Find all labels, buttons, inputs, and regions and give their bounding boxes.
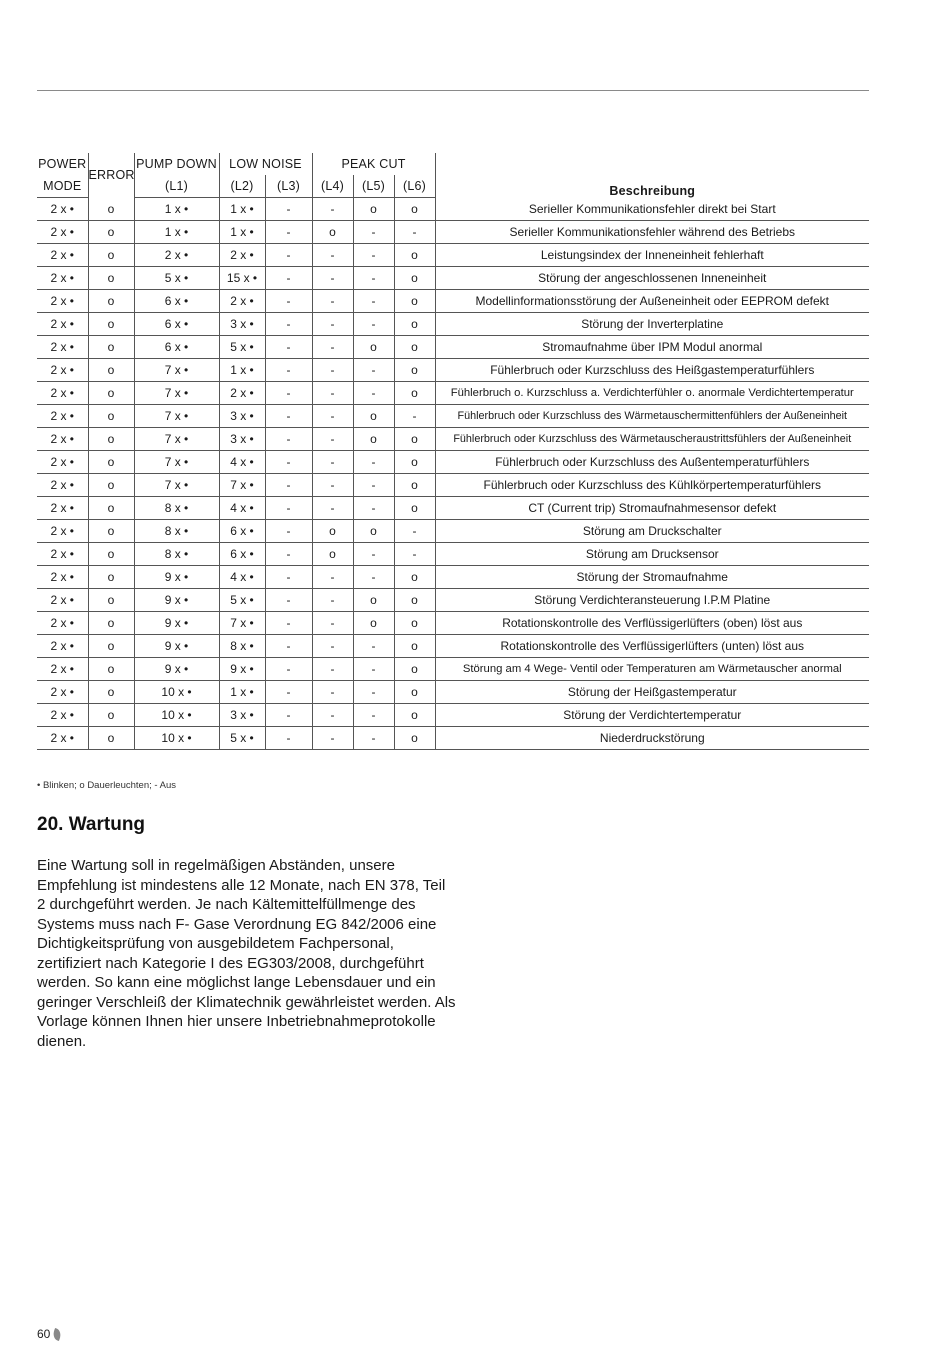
- cell-l2: 6 x •: [219, 520, 265, 543]
- cell-l6: -: [394, 543, 435, 566]
- table-row: [37, 543, 869, 566]
- cell-power: 2 x •: [37, 474, 88, 497]
- cell-error: ο: [88, 267, 134, 290]
- cell-desc: Störung Verdichteransteuerung I.P.M Platine: [435, 589, 869, 612]
- cell-l5: -: [353, 382, 394, 405]
- cell-l2: 5 x •: [219, 336, 265, 359]
- cell-l3: -: [265, 681, 312, 704]
- cell-l5: -: [353, 681, 394, 704]
- cell-l5: ο: [353, 520, 394, 543]
- cell-error: ο: [88, 313, 134, 336]
- header-pump-down: PUMP DOWN: [134, 153, 219, 175]
- cell-desc: Störung der Heißgastemperatur: [435, 681, 869, 704]
- cell-l2: 5 x •: [219, 727, 265, 750]
- cell-l1: 9 x •: [134, 566, 219, 589]
- cell-l1: 7 x •: [134, 405, 219, 428]
- cell-l4: -: [312, 244, 353, 267]
- cell-l1: 7 x •: [134, 428, 219, 451]
- table-row: [37, 244, 869, 267]
- error-code-table: [37, 153, 869, 750]
- cell-l3: -: [265, 635, 312, 658]
- cell-l2: 3 x •: [219, 428, 265, 451]
- top-rule: [37, 90, 869, 91]
- cell-l3: -: [265, 451, 312, 474]
- header-peak-cut: PEAK CUT: [312, 153, 435, 175]
- cell-power: 2 x •: [37, 336, 88, 359]
- cell-l1: 1 x •: [134, 221, 219, 244]
- cell-error: ο: [88, 428, 134, 451]
- cell-l2: 9 x •: [219, 658, 265, 681]
- header-l6: (L6): [394, 175, 435, 198]
- cell-l5: ο: [353, 405, 394, 428]
- cell-l6: ο: [394, 681, 435, 704]
- cell-power: 2 x •: [37, 635, 88, 658]
- table-row: [37, 359, 869, 382]
- cell-error: ο: [88, 405, 134, 428]
- cell-power: 2 x •: [37, 359, 88, 382]
- cell-l6: ο: [394, 704, 435, 727]
- cell-l1: 8 x •: [134, 520, 219, 543]
- cell-l6: ο: [394, 474, 435, 497]
- table-row: [37, 658, 869, 681]
- table-row: [37, 635, 869, 658]
- cell-desc: Serieller Kommunikationsfehler während des Betriebs: [435, 221, 869, 244]
- cell-desc: Störung der Inverterplatine: [435, 313, 869, 336]
- cell-l2: 2 x •: [219, 244, 265, 267]
- cell-l6: ο: [394, 290, 435, 313]
- cell-desc: Störung der Verdichtertemperatur: [435, 704, 869, 727]
- cell-l3: -: [265, 244, 312, 267]
- cell-l2: 7 x •: [219, 612, 265, 635]
- cell-l4: -: [312, 198, 353, 221]
- cell-l1: 9 x •: [134, 658, 219, 681]
- cell-power: 2 x •: [37, 566, 88, 589]
- cell-power: 2 x •: [37, 451, 88, 474]
- cell-l1: 7 x •: [134, 451, 219, 474]
- cell-l5: ο: [353, 589, 394, 612]
- cell-l5: -: [353, 497, 394, 520]
- cell-l6: ο: [394, 244, 435, 267]
- page-footer: [37, 1327, 61, 1341]
- cell-l1: 9 x •: [134, 612, 219, 635]
- cell-l4: -: [312, 681, 353, 704]
- table-row: [37, 451, 869, 474]
- cell-l2: 4 x •: [219, 566, 265, 589]
- table-row: [37, 382, 869, 405]
- cell-l4: ο: [312, 520, 353, 543]
- cell-l4: -: [312, 405, 353, 428]
- cell-error: ο: [88, 244, 134, 267]
- cell-l2: 4 x •: [219, 451, 265, 474]
- cell-l3: -: [265, 658, 312, 681]
- cell-error: ο: [88, 566, 134, 589]
- cell-l6: ο: [394, 267, 435, 290]
- header-error: ERROR: [88, 153, 134, 198]
- cell-desc: Störung der Stromaufnahme: [435, 566, 869, 589]
- cell-power: 2 x •: [37, 497, 88, 520]
- cell-l2: 3 x •: [219, 405, 265, 428]
- cell-l3: -: [265, 612, 312, 635]
- cell-power: 2 x •: [37, 589, 88, 612]
- cell-l3: -: [265, 589, 312, 612]
- cell-l5: ο: [353, 612, 394, 635]
- cell-l6: ο: [394, 566, 435, 589]
- cell-l1: 7 x •: [134, 359, 219, 382]
- header-mode: MODE: [37, 175, 88, 198]
- cell-l4: -: [312, 359, 353, 382]
- cell-error: ο: [88, 382, 134, 405]
- cell-desc: Modellinformationsstörung der Außeneinheit oder EEPROM defekt: [435, 290, 869, 313]
- cell-l5: -: [353, 313, 394, 336]
- cell-l4: ο: [312, 221, 353, 244]
- cell-l5: -: [353, 635, 394, 658]
- table-row: [37, 727, 869, 750]
- cell-l6: ο: [394, 589, 435, 612]
- cell-l1: 5 x •: [134, 267, 219, 290]
- cell-desc: Rotationskontrolle des Verflüssigerlüfters (oben) löst aus: [435, 612, 869, 635]
- cell-desc: Rotationskontrolle des Verflüssigerlüfters (unten) löst aus: [435, 635, 869, 658]
- cell-l3: -: [265, 405, 312, 428]
- header-l2: (L2): [219, 175, 265, 198]
- cell-l2: 1 x •: [219, 198, 265, 221]
- cell-power: 2 x •: [37, 658, 88, 681]
- cell-l4: ο: [312, 543, 353, 566]
- cell-l3: -: [265, 221, 312, 244]
- cell-error: ο: [88, 290, 134, 313]
- table-row: [37, 336, 869, 359]
- cell-l4: -: [312, 589, 353, 612]
- cell-l2: 7 x •: [219, 474, 265, 497]
- table-row: [37, 681, 869, 704]
- cell-l3: -: [265, 336, 312, 359]
- cell-power: 2 x •: [37, 290, 88, 313]
- table-row: [37, 290, 869, 313]
- cell-l1: 6 x •: [134, 313, 219, 336]
- cell-l5: -: [353, 290, 394, 313]
- cell-l1: 10 x •: [134, 704, 219, 727]
- cell-l1: 6 x •: [134, 336, 219, 359]
- header-power: POWER: [38, 157, 87, 171]
- cell-desc: Fühlerbruch o. Kurzschluss a. Verdichterfühler o. anormale Verdichtertemperatur: [435, 382, 869, 405]
- cell-error: ο: [88, 336, 134, 359]
- table-row: [37, 313, 869, 336]
- cell-l1: 7 x •: [134, 474, 219, 497]
- table-row: [37, 198, 869, 221]
- cell-l6: ο: [394, 198, 435, 221]
- cell-l2: 2 x •: [219, 290, 265, 313]
- cell-l6: ο: [394, 635, 435, 658]
- cell-l5: -: [353, 267, 394, 290]
- cell-l6: ο: [394, 336, 435, 359]
- cell-l5: ο: [353, 428, 394, 451]
- table-row: [37, 428, 869, 451]
- cell-desc: Stromaufnahme über IPM Modul anormal: [435, 336, 869, 359]
- header-low-noise: LOW NOISE: [219, 153, 312, 175]
- cell-l3: -: [265, 359, 312, 382]
- cell-l4: -: [312, 497, 353, 520]
- cell-l2: 3 x •: [219, 704, 265, 727]
- cell-l5: -: [353, 221, 394, 244]
- cell-l6: ο: [394, 497, 435, 520]
- cell-desc: CT (Current trip) Stromaufnahmesensor defekt: [435, 497, 869, 520]
- table-row: [37, 589, 869, 612]
- cell-l2: 4 x •: [219, 497, 265, 520]
- cell-l3: -: [265, 267, 312, 290]
- cell-l6: -: [394, 221, 435, 244]
- cell-error: ο: [88, 520, 134, 543]
- header-description: Beschreibung: [435, 153, 869, 198]
- cell-l1: 9 x •: [134, 589, 219, 612]
- cell-l5: -: [353, 244, 394, 267]
- cell-l6: ο: [394, 359, 435, 382]
- cell-l1: 9 x •: [134, 635, 219, 658]
- cell-desc: Leistungsindex der Inneneinheit fehlerhaft: [435, 244, 869, 267]
- header-l4: (L4): [312, 175, 353, 198]
- header-l3: (L3): [265, 175, 312, 198]
- cell-l3: -: [265, 497, 312, 520]
- cell-l4: -: [312, 474, 353, 497]
- section-body: Eine Wartung soll in regelmäßigen Abständen, unsere Empfehlung ist mindestens alle 12 Monate, nach EN 378, Teil 2 durchgeführt werden. Je nach Kältemittelfüllmenge des Systems muss nach F- Gase Verordnung EG 842/2006 eine Dichtigkeitsprüfung von ausgebildetem Fachpersonal, zertifiziert nach Kategorie I des EG303/2008, durchgeführt werden. So kann eine möglichst lange Lebensdauer und ein geringer Verschleiß der Klimatechnik gewährleistet werden. Als Vorlage können Ihnen hier unsere Inbetriebnahmeprotokolle dienen.: [37, 857, 456, 1050]
- cell-l2: 3 x •: [219, 313, 265, 336]
- cell-l5: -: [353, 566, 394, 589]
- cell-l3: -: [265, 382, 312, 405]
- cell-l3: -: [265, 474, 312, 497]
- cell-error: ο: [88, 658, 134, 681]
- cell-l3: -: [265, 566, 312, 589]
- table-row: [37, 474, 869, 497]
- cell-power: 2 x •: [37, 405, 88, 428]
- cell-l4: -: [312, 727, 353, 750]
- cell-l5: -: [353, 704, 394, 727]
- cell-l5: ο: [353, 336, 394, 359]
- cell-l4: -: [312, 428, 353, 451]
- cell-power: 2 x •: [37, 612, 88, 635]
- cell-power: 2 x •: [37, 428, 88, 451]
- cell-power: 2 x •: [37, 313, 88, 336]
- cell-l3: -: [265, 313, 312, 336]
- cell-error: ο: [88, 612, 134, 635]
- header-l1: (L1): [134, 175, 219, 198]
- cell-desc: Fühlerbruch oder Kurzschluss des Kühlkörpertemperaturfühlers: [435, 474, 869, 497]
- cell-desc: Fühlerbruch oder Kurzschluss des Wärmetauschermittenfühlers der Außeneinheit: [435, 405, 869, 428]
- cell-l4: -: [312, 290, 353, 313]
- cell-error: ο: [88, 474, 134, 497]
- cell-l2: 8 x •: [219, 635, 265, 658]
- cell-power: 2 x •: [37, 382, 88, 405]
- cell-l5: ο: [353, 198, 394, 221]
- cell-l3: -: [265, 704, 312, 727]
- cell-l1: 6 x •: [134, 290, 219, 313]
- cell-l2: 2 x •: [219, 382, 265, 405]
- cell-l2: 6 x •: [219, 543, 265, 566]
- cell-power: 2 x •: [37, 681, 88, 704]
- cell-power: 2 x •: [37, 543, 88, 566]
- cell-l1: 10 x •: [134, 727, 219, 750]
- page-number: 60: [37, 1327, 51, 1341]
- cell-l3: -: [265, 428, 312, 451]
- cell-l4: -: [312, 313, 353, 336]
- cell-error: ο: [88, 681, 134, 704]
- cell-desc: Fühlerbruch oder Kurzschluss des Außentemperaturfühlers: [435, 451, 869, 474]
- cell-l4: -: [312, 382, 353, 405]
- cell-l3: -: [265, 727, 312, 750]
- cell-l4: -: [312, 451, 353, 474]
- cell-desc: Fühlerbruch oder Kurzschluss des Wärmetauscheraustrittsfühlers der Außeneinheit: [435, 428, 869, 451]
- cell-l1: 7 x •: [134, 382, 219, 405]
- cell-l1: 8 x •: [134, 543, 219, 566]
- cell-l4: -: [312, 267, 353, 290]
- cell-desc: Störung am Druckschalter: [435, 520, 869, 543]
- table-row: [37, 704, 869, 727]
- cell-l2: 1 x •: [219, 359, 265, 382]
- cell-power: 2 x •: [37, 267, 88, 290]
- table-row: [37, 566, 869, 589]
- cell-error: ο: [88, 451, 134, 474]
- table-row: [37, 405, 869, 428]
- cell-power: 2 x •: [37, 520, 88, 543]
- cell-error: ο: [88, 589, 134, 612]
- table-row: [37, 497, 869, 520]
- cell-l6: ο: [394, 382, 435, 405]
- table-row: [37, 612, 869, 635]
- leaf-icon: [52, 1327, 63, 1340]
- cell-power: 2 x •: [37, 727, 88, 750]
- cell-desc: Fühlerbruch oder Kurzschluss des Heißgastemperaturfühlers: [435, 359, 869, 382]
- cell-desc: Störung der angeschlossenen Inneneinheit: [435, 267, 869, 290]
- table-row: [37, 221, 869, 244]
- cell-l3: -: [265, 543, 312, 566]
- cell-l2: 5 x •: [219, 589, 265, 612]
- cell-l1: 10 x •: [134, 681, 219, 704]
- cell-power: 2 x •: [37, 704, 88, 727]
- cell-l4: -: [312, 336, 353, 359]
- cell-l6: ο: [394, 451, 435, 474]
- cell-l1: 8 x •: [134, 497, 219, 520]
- cell-error: ο: [88, 359, 134, 382]
- cell-l1: 1 x •: [134, 198, 219, 221]
- cell-l2: 1 x •: [219, 681, 265, 704]
- cell-power: 2 x •: [37, 221, 88, 244]
- table-row: [37, 267, 869, 290]
- cell-error: ο: [88, 543, 134, 566]
- cell-desc: Serieller Kommunikationsfehler direkt bei Start: [435, 198, 869, 221]
- cell-error: ο: [88, 727, 134, 750]
- cell-desc: Störung am 4 Wege- Ventil oder Temperaturen am Wärmetauscher anormal: [435, 658, 869, 681]
- cell-desc: Störung am Drucksensor: [435, 543, 869, 566]
- cell-l5: -: [353, 658, 394, 681]
- cell-error: ο: [88, 497, 134, 520]
- cell-l6: ο: [394, 313, 435, 336]
- cell-l4: -: [312, 612, 353, 635]
- cell-error: ο: [88, 635, 134, 658]
- cell-l6: -: [394, 405, 435, 428]
- cell-l5: -: [353, 359, 394, 382]
- cell-l2: 1 x •: [219, 221, 265, 244]
- cell-l3: -: [265, 198, 312, 221]
- cell-l5: -: [353, 727, 394, 750]
- cell-error: ο: [88, 704, 134, 727]
- table-row: [37, 520, 869, 543]
- header-l5: (L5): [353, 175, 394, 198]
- cell-l4: -: [312, 658, 353, 681]
- cell-l1: 2 x •: [134, 244, 219, 267]
- cell-l5: -: [353, 543, 394, 566]
- cell-l3: -: [265, 290, 312, 313]
- error-code-rows: [37, 198, 869, 750]
- cell-l2: 15 x •: [219, 267, 265, 290]
- cell-l6: -: [394, 520, 435, 543]
- cell-l6: ο: [394, 428, 435, 451]
- cell-l4: -: [312, 566, 353, 589]
- cell-l6: ο: [394, 612, 435, 635]
- cell-l5: -: [353, 474, 394, 497]
- cell-power: 2 x •: [37, 198, 88, 221]
- cell-l3: -: [265, 520, 312, 543]
- cell-error: ο: [88, 198, 134, 221]
- table-legend: • Blinken; ο Dauerleuchten; - Aus: [37, 780, 177, 791]
- cell-l6: ο: [394, 727, 435, 750]
- cell-l4: -: [312, 635, 353, 658]
- cell-l5: -: [353, 451, 394, 474]
- cell-power: 2 x •: [37, 244, 88, 267]
- cell-desc: Niederdruckstörung: [435, 727, 869, 750]
- cell-l6: ο: [394, 658, 435, 681]
- cell-l4: -: [312, 704, 353, 727]
- cell-error: ο: [88, 221, 134, 244]
- section-title: 20. Wartung: [37, 814, 146, 835]
